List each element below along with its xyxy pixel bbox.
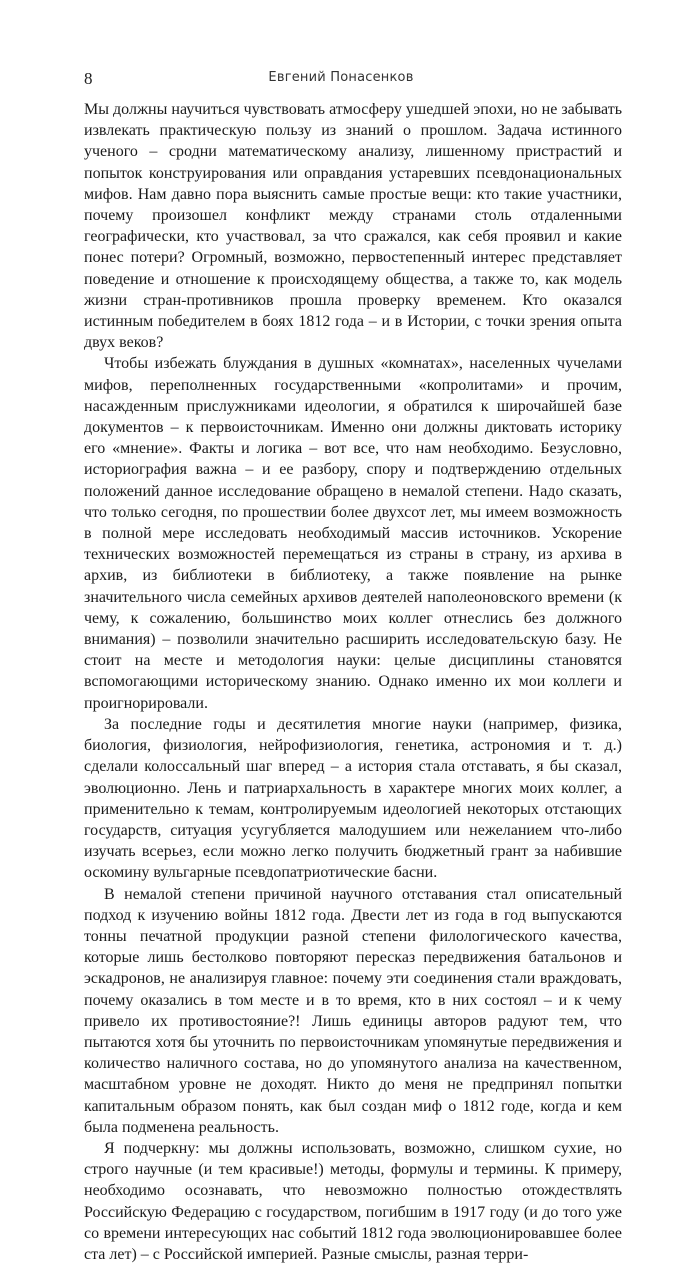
running-head-author: Евгений Понасенков <box>268 70 414 85</box>
paragraph-5: Я подчеркну: мы должны использовать, возможно, слишком сухие, но строго научные (и тем красивые!) методы, формулы и термины. К примеру, необходимо осознавать, что невозможно полностью отождествлять Российскую Федерацию с государством, погибшим в 1917 году (и до того уже со времени интересующих нас событий 1812 года эволюционировавшее более ста лет) – с Российской империей. Разные смыслы, разная терри- <box>84 1139 622 1263</box>
page-number: 8 <box>84 69 93 88</box>
paragraph-3: За последние годы и десятилетия многие науки (например, физика, биология, физиология, нейрофизиология, генетика, астрономия и т. д.) сделали колоссальный шаг вперед – а история стала отставать, я бы сказал, эволюционно. Лень и патриархальность в характере многих моих коллег, а применительно к темам, контролируемым идеологией некоторых отстающих государств, ситуация усугубляется малодушием или нежеланием что-либо изучать всерьез, если можно легко получить бюджетный грант за набившие оскомину вульгарные псевдопатриотические басни. <box>84 715 622 882</box>
paragraph-2: Чтобы избежать блуждания в душных «комнатах», населенных чучелами мифов, переполненных государственными «копролитами» и прочим, насажденным прислужниками идеологии, я обратился к широчайшей базе документов – к первоисточникам. Именно они должны диктовать историку его «мнение». Факты и логика – вот все, что нам необходимо. Безусловно, историография важна – и ее разбору, спору и подтверждению отдельных положений данное исследование обращено в немалой степени. Надо сказать, что только сегодня, по прошествии более двухсот лет, мы имеем возможность в полной мере исследовать необходимый массив источников. Ускорение технических возможностей перемещаться из страны в страну, из архива в архив, из библиотеки в библиотеку, а также появление на рынке значительного числа семейных архивов деятелей наполеоновского времени (к чему, к сожалению, большинство моих коллег отнеслись без должного внимания) – позволили значительно расширить исследовательскую базу. Не стоит на месте и методология науки: целые дисциплины становятся вспомогающими историческому знанию. Однако именно их мои коллеги и проигнорировали. <box>84 355 622 712</box>
paragraph-4: В немалой степени причиной научного отставания стал описательный подход к изучению войны 1812 года. Двести лет из года в год выпускаются тонны печатной продукции разной степени филологического качества, которые лишь бестолково повторяют пересказ передвижения батальонов и эскадронов, не анализируя главное: почему эти соединения стали враждовать, почему оказались в том месте и в то время, кто в них состоял – и к чему привело их противостояние?! Лишь единицы авторов радуют тем, что пытаются хотя бы уточнить по первоисточникам упомянутые передвижения и количество наличного состава, но до упомянутого анализа на качественном, масштабном уровне не доходят. Никто до меня не предпринял попытки капитальным образом понять, как был создан миф о 1812 годе, когда и кем была подменена реальность. <box>84 885 622 1136</box>
body-text <box>84 99 622 1265</box>
paragraph-1: Мы должны научиться чувствовать атмосферу ушедшей эпохи, но не забывать извлекать практическую пользу из знаний о прошлом. Задача истинного ученого – сродни математическому анализу, лишенному пристрастий и попыток конструирования или оправдания устаревших псевдонациональных мифов. Нам давно пора выяснить самые простые вещи: кто такие участники, почему произошел конфликт между странами столь отдаленными географически, кто участвовал, за что сражался, как себя проявил и какие понес потери? Огромный, возможно, первостепенный интерес представляет поведение и отношение к происходящему общества, а также то, как модель жизни стран-противников прошла проверку временем. Кто оказался истинным победителем в боях 1812 года – и в Истории, с точки зрения опыта двух веков? <box>84 101 622 352</box>
